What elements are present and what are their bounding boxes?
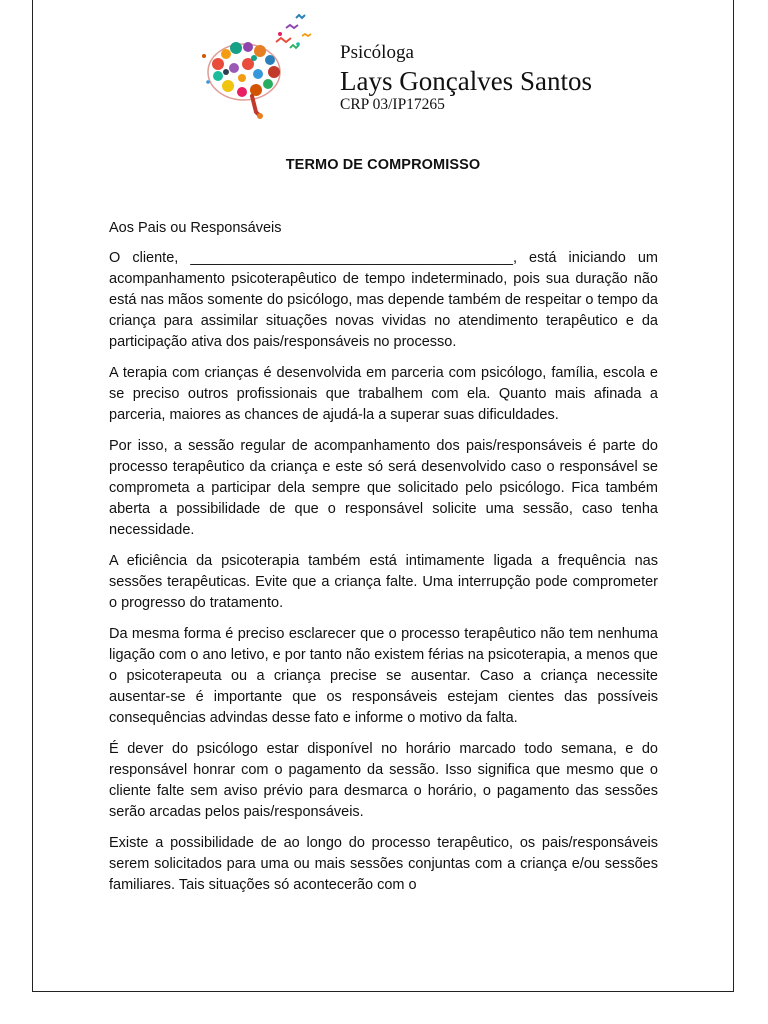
paragraph: Por isso, a sessão regular de acompanhamento dos pais/responsáveis é parte do processo terapêutico da criança e este só será desenvolvido caso o responsável se comprometa a participar dela sempre que solicitado pelo psicólogo. Fica também aberta a possibilidade de que o responsável solicite uma sessão, caso tenha necessidade. bbox=[109, 438, 658, 538]
greeting: Aos Pais ou Responsáveis bbox=[109, 220, 282, 236]
brain-logo-icon bbox=[196, 12, 316, 124]
paragraph: Da mesma forma é preciso esclarecer que o processo terapêutico não tem nenhuma ligação com o ano letivo, e por tanto não existem férias na psicoterapia, a menos que o psicoterapeuta ou a criança precise se ausentar. Caso a criança necessite ausentar-se é importante que os responsáveis estejam cientes das possíveis consequências advindas desse fato e informe o motivo da falta. bbox=[109, 626, 658, 726]
psychologist-name: Lays Gonçalves Santos bbox=[340, 66, 592, 96]
registration-number: CRP 03/IP17265 bbox=[340, 96, 445, 113]
document-title: TERMO DE COMPROMISSO bbox=[285, 157, 481, 173]
profession-label: Psicóloga bbox=[340, 42, 414, 63]
document-body bbox=[109, 218, 658, 906]
letterhead-text bbox=[340, 42, 592, 114]
paragraph: O cliente, ________________________________________, está iniciando um acompanhamento psicoterapêutico de tempo indeterminado, pois sua duração não está nas mãos somente do psicólogo, mas depende também de respeitar o tempo da criança para assimilar situações novas vividas no atendimento terapêutico e da participação ativa dos pais/responsáveis no processo. bbox=[109, 250, 658, 350]
letterhead bbox=[196, 12, 656, 124]
paragraph: Existe a possibilidade de ao longo do processo terapêutico, os pais/responsáveis serem solicitados para uma ou mais sessões conjuntas com a criança e/ou sessões familiares. Tais situações só acontecerão com o bbox=[109, 835, 658, 893]
paragraph: A terapia com crianças é desenvolvida em parceria com psicólogo, família, escola e se preciso outros profissionais que trabalhem com ela. Quanto mais afinada a parceria, maiores as chances de ajudá-la a superar suas dificuldades. bbox=[109, 365, 658, 423]
paragraph: A eficiência da psicoterapia também está intimamente ligada a frequência nas sessões terapêuticas. Evite que a criança falte. Uma interrupção pode comprometer o progresso do tratamento. bbox=[109, 553, 658, 611]
paragraph: É dever do psicólogo estar disponível no horário marcado todo semana, e do responsável honrar com o pagamento da sessão. Isso significa que mesmo que o cliente falte sem aviso prévio para desmarca o horário, o pagamento das sessões serão arcadas pelos pais/responsáveis. bbox=[109, 741, 658, 820]
